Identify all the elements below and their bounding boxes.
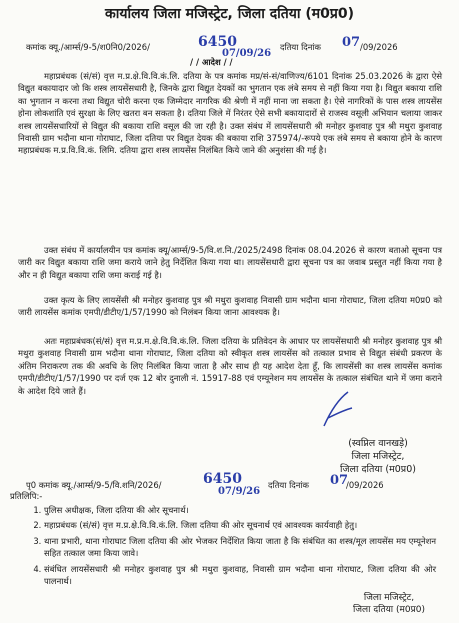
date-label: दतिया दिनांक (280, 42, 321, 52)
paragraph-4: अतः महाप्रबंधक(सं/सं) वृत्त म.प्र.म.क्षे.वि.वि.कं.लि. जिला दतिया के प्रतिवेदन के आधार पर लायसेंसधारी श्री मनोहर कुशवाह पुत्र श्री मथुरा कुशवाह निवासी ग्राम भदौना थाना गोराघाट, जिला दतिया को स्वीकृत शस्त्र लायसेंस को तत्काल प्रभाव से विद्युत संबंधी प्रकरण के अंतिम निराकरण तक की अवधि के लिए निलंबित किया जाता है और साथ ही यह आदेश देता हूँ, कि लायसेंसी का शस्त्र लायसेंस कमांक एमपी/डीटीए/1/57/1990 पर दर्ज एक 12 बोर दुनाली नं. 15917-88 एवं एम्यूनेशन मय लायसेंस के तत्काल संबंधित थाने में जमा कराने के आदेश दिये जाते हैं। (18, 336, 442, 396)
copy-item: 3. थाना प्रभारी, थाना गोराघाट जिला दतिया की ओर भेजकर निर्देशित किया जाता है कि संबंधित का शस्त्र/मूल लायसेंस मय एम्यूनेशन सहित तत्काल जमा किया जावे। (44, 535, 436, 560)
paragraph-3: उक्त कृत्य के लिए लायसेंसी श्री मनोहर कुशवाह पुत्र श्री मथुरा कुशवाह निवासी ग्राम भदौना थाना गोराघाट, जिला दतिया म0प्र0 को जारी लायसेंस कमांक एमपी/डीटीए/1/57/1990 को निलंबन किया जाना आवश्यक है। (18, 295, 442, 318)
signature-scribble (318, 388, 358, 432)
handwritten-endorsement-number: 6450 (203, 471, 242, 487)
reference-line (26, 41, 150, 53)
endorsement-reference: पृ0 कमांक क्यू./आर्म्स/9-5/वि.शनि/2026/ (26, 480, 162, 490)
handwritten-dispatch-date: 07/09/26 (222, 48, 272, 59)
paragraph-2: उक्त संबंध में कार्यालयीन पत्र कमांक क्यू/आर्म्स/9-5/वि.श.नि./2025/2498 दिनांक 08.04.2026 से कारण बताओ सूचना पत्र जारी कर विद्युत बकाया राशि जमा कराये जाने हेतु निर्देशित किया गया था। लायसेंसधारी द्वारा सूचना पत्र का जवाब प्रस्तुत नहीं किया गया है और न ही विद्युत बकाया राशि जमा कराई गई है। (18, 245, 442, 280)
signatory-place-2: जिला दतिया (म0प्र0) (353, 605, 425, 615)
signature-block-1 (318, 437, 438, 476)
copy-item: 4. संबंधित लायसेंसधारी श्री मनोहर कुशवाह पुत्र श्री मथुरा कुशवाह, निवासी ग्राम भदौना थाना गोराघाट, जिला दतिया की ओर पालनार्थ। (44, 563, 436, 588)
copy-label: प्रतिलिपि:- (10, 491, 43, 501)
signatory-designation: जिला मजिस्ट्रेट, (351, 451, 405, 462)
date-suffix: /09/2026 (360, 42, 398, 52)
signature-block-2 (330, 592, 448, 616)
handwritten-dispatch-number: 6450 (198, 34, 237, 50)
handwritten-date-day: 07 (342, 35, 361, 50)
copy-list (26, 504, 436, 590)
handwritten-endorsement-day: 07 (330, 473, 349, 488)
copy-item: 2. महाप्रबंधक (सं/सं) वृत्त म.प्र.क्षे.वि.वि.कं.लि. जिला दतिया की ओर सूचनार्थ एवं आवश्यक कार्यवाही हेतु। (44, 519, 436, 531)
signatory-designation-2: जिला मजिस्ट्रेट, (363, 593, 415, 603)
endorsement-date-suffix: /09/2026 (346, 480, 384, 490)
signatory-place: जिला दतिया (म0प्र0) (340, 464, 416, 475)
endorsement-date-label: दतिया दिनांक (268, 480, 309, 490)
order-heading: / / आदेश / / (190, 57, 233, 67)
handwritten-endorsement-date: 07/9/26 (218, 486, 261, 497)
paragraph-1: महाप्रबंधक (सं/सं) वृत्त म.प्र.क्षे.वि.वि.कं.लि. दतिया के पत्र कमांक मप्र/सं-सं/वाणिज्य/6101 दिनांक 25.03.2026 के द्वारा ऐसे विद्युत बकायादार जो कि शस्त्र लायसेंसधारी है, जिनके द्वारा विद्युत देयकों का भुगतान एक लंबे समय से नहीं किया गया है। विद्युत बकाया राशि का भुगतान न करना तथा विद्युत चोरी करना एक जिम्मेदार नागरिक की श्रेणी में नहीं माना जा सकता है। ऐसे नागरिकों के पास शस्त्र लायसेंस होना लोकशांति एवं सुरक्षा के लिए खतरा बन सकता है। दतिया जिले में निरंतर ऐसे सभी बकायादारों से राजस्व वसूली अभियान चलाया जाकर शस्त्र लायसेंसधारियों से विद्युत की बकाया राशि वसूल की जा रही है। उक्त संबंध में लायसेंसधारी श्री मनोहर कुशवाह पुत्र श्री मथुरा कुशवाह निवासी ग्राम भदौना थाना गोराघाट, जिला दतिया पर विद्युत देयक की बकाया राशि 375974/-रूपये एक लंबे समय से बकाया होने के कारण महाप्रबंधक म.प्र.वि.वि.कं. लिमि. दतिया द्वारा शस्त्र लायसेंस निलंबित किये जाने की अनुशंसा की गई है। (18, 71, 442, 156)
signatory-name: (स्वप्निल वानखड़े) (348, 438, 408, 449)
reference-number: कमांक क्यू./आर्म्स/9-5/श0नि0/2026/ (26, 42, 150, 52)
copy-item: 1. पुलिस अधीक्षक, जिला दतिया की ओर सूचनार्थ। (44, 504, 436, 516)
date-line (280, 41, 321, 53)
office-title: कार्यालय जिला मजिस्ट्रेट, जिला दतिया (म0प्र0) (104, 6, 355, 22)
